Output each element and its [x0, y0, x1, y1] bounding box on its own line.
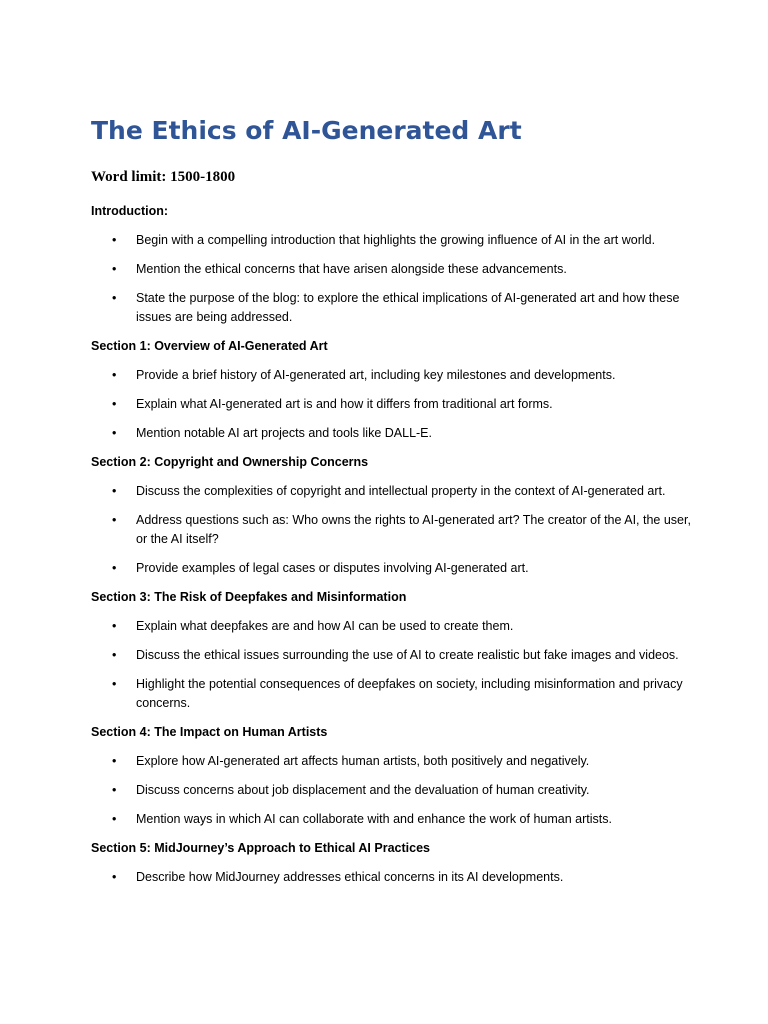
bullet-list: [91, 231, 691, 327]
list-item-text: Provide a brief history of AI-generated art, including key milestones and developments.: [136, 368, 616, 382]
list-item-text: Mention notable AI art projects and tools like DALL-E.: [136, 426, 432, 440]
section-1: [91, 337, 691, 443]
bullet-glyph: •: [112, 397, 117, 411]
list-item: [91, 868, 691, 887]
bullet-glyph: •: [112, 426, 117, 440]
section-3: [91, 588, 691, 713]
bullet-list: [91, 366, 691, 443]
list-item: [91, 366, 691, 385]
list-item: [91, 395, 691, 414]
section-2: [91, 453, 691, 578]
section-heading: Section 5: MidJourney’s Approach to Ethical AI Practices: [91, 841, 430, 855]
section-heading: Section 4: The Impact on Human Artists: [91, 725, 328, 739]
bullet-list: [91, 482, 691, 578]
list-item-text: Explain what deepfakes are and how AI can be used to create them.: [136, 619, 514, 633]
word-limit: Word limit: 1500-1800: [91, 169, 236, 185]
list-item-text: Discuss the ethical issues surrounding the use of AI to create realistic but fake images and videos.: [136, 648, 679, 662]
bullet-list: [91, 617, 691, 713]
list-item: [91, 511, 691, 549]
list-item: [91, 424, 691, 443]
list-item: [91, 752, 691, 771]
section-heading: Section 2: Copyright and Ownership Concerns: [91, 455, 369, 469]
list-item-text: Provide examples of legal cases or disputes involving AI-generated art.: [136, 561, 529, 575]
list-item-text: Explore how AI-generated art affects human artists, both positively and negatively.: [136, 754, 590, 768]
list-item-text: Discuss the complexities of copyright and intellectual property in the context of AI-generated art.: [136, 484, 666, 498]
bullet-glyph: •: [112, 870, 117, 884]
list-item-text: Highlight the potential consequences of deepfakes on society, including misinformation and privacy concerns.: [136, 677, 683, 710]
list-item: [91, 617, 691, 636]
list-item-text: Mention ways in which AI can collaborate with and enhance the work of human artists.: [136, 812, 612, 826]
list-item-text: Address questions such as: Who owns the rights to AI-generated art? The creator of the AI, the user, or the AI itself?: [136, 513, 691, 546]
section-introduction: [91, 202, 691, 327]
list-item-text: Begin with a compelling introduction that highlights the growing influence of AI in the art world.: [136, 233, 656, 247]
bullet-glyph: •: [112, 262, 117, 276]
list-item-text: Discuss concerns about job displacement and the devaluation of human creativity.: [136, 783, 590, 797]
document-title: The Ethics of AI-Generated Art: [91, 116, 522, 145]
bullet-glyph: •: [112, 513, 117, 527]
bullet-glyph: •: [112, 619, 117, 633]
list-item-text: Explain what AI-generated art is and how it differs from traditional art forms.: [136, 397, 553, 411]
bullet-list: [91, 752, 691, 829]
document-body: [91, 202, 691, 897]
bullet-glyph: •: [112, 291, 117, 305]
list-item: [91, 559, 691, 578]
list-item: [91, 781, 691, 800]
section-heading: Introduction:: [91, 204, 169, 218]
bullet-glyph: •: [112, 368, 117, 382]
section-4: [91, 723, 691, 829]
bullet-glyph: •: [112, 484, 117, 498]
list-item: [91, 231, 691, 250]
section-5: [91, 839, 691, 887]
bullet-glyph: •: [112, 648, 117, 662]
list-item-text: Describe how MidJourney addresses ethical concerns in its AI developments.: [136, 870, 564, 884]
bullet-glyph: •: [112, 233, 117, 247]
bullet-glyph: •: [112, 677, 117, 691]
list-item: [91, 646, 691, 665]
list-item-text: State the purpose of the blog: to explore the ethical implications of AI-generated art and how these issues are being addressed.: [136, 291, 680, 324]
bullet-glyph: •: [112, 754, 117, 768]
bullet-list: [91, 868, 691, 887]
bullet-glyph: •: [112, 783, 117, 797]
bullet-glyph: •: [112, 561, 117, 575]
list-item: [91, 675, 691, 713]
list-item: [91, 810, 691, 829]
section-heading: Section 3: The Risk of Deepfakes and Misinformation: [91, 590, 407, 604]
bullet-glyph: •: [112, 812, 117, 826]
list-item-text: Mention the ethical concerns that have arisen alongside these advancements.: [136, 262, 567, 276]
list-item: [91, 260, 691, 279]
list-item: [91, 289, 691, 327]
section-heading: Section 1: Overview of AI-Generated Art: [91, 339, 328, 353]
list-item: [91, 482, 691, 501]
